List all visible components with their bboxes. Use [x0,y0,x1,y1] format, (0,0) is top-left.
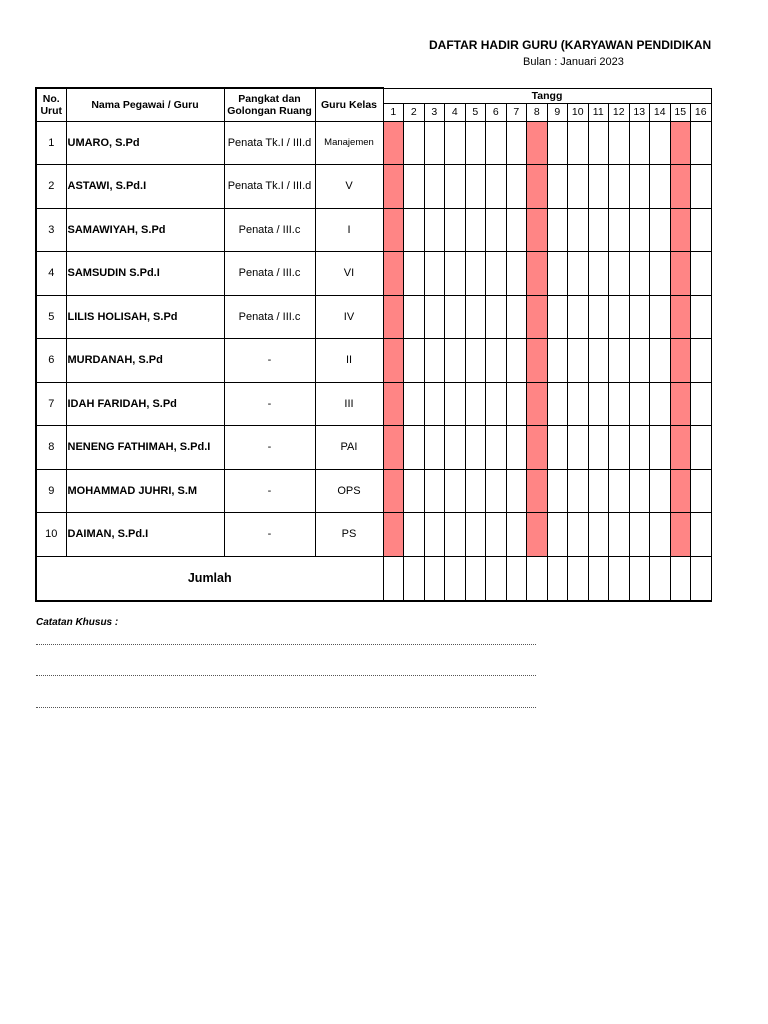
attendance-cell-day-9[interactable] [547,426,568,470]
attendance-cell-day-11[interactable] [588,252,609,296]
attendance-cell-day-6[interactable] [486,165,507,209]
attendance-cell-day-4[interactable] [445,208,466,252]
row-no: 9 [36,469,66,513]
table-row [36,252,711,296]
attendance-cell-day-13[interactable] [629,208,650,252]
attendance-cell-day-12[interactable] [609,382,630,426]
row-no: 10 [36,513,66,557]
row-name: MOHAMMAD JUHRI, S.M [66,469,224,513]
attendance-cell-day-12[interactable] [609,208,630,252]
row-rank: - [224,513,315,557]
attendance-cell-day-11[interactable] [588,469,609,513]
total-cell-day-2[interactable] [404,556,425,601]
attendance-cell-day-13[interactable] [629,121,650,165]
row-no: 3 [36,208,66,252]
attendance-cell-day-14[interactable] [650,513,671,557]
row-class: PS [315,513,383,557]
attendance-cell-day-2[interactable] [404,382,425,426]
attendance-cell-day-3[interactable] [424,382,445,426]
attendance-cell-day-1[interactable] [383,165,404,209]
attendance-cell-day-8[interactable] [527,165,548,209]
attendance-cell-day-12[interactable] [609,469,630,513]
page-title: DAFTAR HADIR GURU (KARYAWAN PENDIDIKAN [429,38,712,52]
attendance-cell-day-6[interactable] [486,252,507,296]
attendance-cell-day-7[interactable] [506,382,527,426]
row-name: IDAH FARIDAH, S.Pd [66,382,224,426]
total-cell-day-6[interactable] [486,556,507,601]
attendance-cell-day-5[interactable] [465,382,486,426]
attendance-cell-day-9[interactable] [547,469,568,513]
attendance-cell-day-6[interactable] [486,469,507,513]
attendance-cell-day-1[interactable] [383,295,404,339]
attendance-cell-day-8[interactable] [527,513,548,557]
attendance-cell-day-6[interactable] [486,513,507,557]
total-cell-day-9[interactable] [547,556,568,601]
attendance-cell-day-6[interactable] [486,208,507,252]
row-no: 5 [36,295,66,339]
attendance-cell-day-12[interactable] [609,295,630,339]
day-header-13: 13 [629,103,650,121]
row-name: DAIMAN, S.Pd.I [66,513,224,557]
attendance-cell-day-9[interactable] [547,295,568,339]
table-row [36,513,711,557]
attendance-cell-day-3[interactable] [424,426,445,470]
attendance-cell-day-8[interactable] [527,339,548,383]
row-rank: Penata / III.c [224,252,315,296]
row-class: VI [315,252,383,296]
attendance-cell-day-15[interactable] [670,165,691,209]
attendance-cell-day-5[interactable] [465,165,486,209]
attendance-cell-day-13[interactable] [629,339,650,383]
attendance-cell-day-11[interactable] [588,513,609,557]
attendance-cell-day-7[interactable] [506,252,527,296]
table-row [36,382,711,426]
attendance-cell-day-6[interactable] [486,339,507,383]
attendance-cell-day-1[interactable] [383,426,404,470]
col-header-nama: Nama Pegawai / Guru [66,88,224,121]
month-subtitle: Bulan : Januari 2023 [523,56,624,68]
attendance-cell-day-10[interactable] [568,165,589,209]
row-no: 8 [36,426,66,470]
row-name: ASTAWI, S.Pd.I [66,165,224,209]
attendance-cell-day-3[interactable] [424,295,445,339]
attendance-cell-day-13[interactable] [629,513,650,557]
attendance-cell-day-11[interactable] [588,165,609,209]
day-header-5: 5 [465,103,486,121]
day-header-15: 15 [670,103,691,121]
day-header-16: 16 [691,103,712,121]
attendance-cell-day-16[interactable] [691,382,712,426]
attendance-cell-day-4[interactable] [445,469,466,513]
attendance-cell-day-6[interactable] [486,295,507,339]
attendance-cell-day-16[interactable] [691,426,712,470]
attendance-cell-day-5[interactable] [465,208,486,252]
total-label: Jumlah [36,556,383,601]
table-row [36,426,711,470]
notes-line [36,643,536,645]
attendance-cell-day-14[interactable] [650,426,671,470]
attendance-cell-day-10[interactable] [568,513,589,557]
attendance-cell-day-14[interactable] [650,469,671,513]
attendance-table [35,87,712,602]
attendance-cell-day-4[interactable] [445,339,466,383]
attendance-cell-day-3[interactable] [424,339,445,383]
attendance-cell-day-15[interactable] [670,121,691,165]
total-cell-day-15[interactable] [670,556,691,601]
attendance-cell-day-2[interactable] [404,165,425,209]
attendance-cell-day-13[interactable] [629,165,650,209]
day-header-3: 3 [424,103,445,121]
attendance-cell-day-12[interactable] [609,252,630,296]
attendance-cell-day-10[interactable] [568,252,589,296]
total-row [36,556,711,601]
row-class: OPS [315,469,383,513]
day-header-9: 9 [547,103,568,121]
attendance-cell-day-16[interactable] [691,165,712,209]
attendance-cell-day-4[interactable] [445,165,466,209]
total-cell-day-12[interactable] [609,556,630,601]
attendance-cell-day-13[interactable] [629,426,650,470]
day-header-1: 1 [383,103,404,121]
col-header-kelas: Guru Kelas [315,88,383,121]
attendance-cell-day-12[interactable] [609,121,630,165]
row-class: I [315,208,383,252]
attendance-cell-day-2[interactable] [404,252,425,296]
row-rank: - [224,426,315,470]
col-header-tanggal: Tangg [383,88,711,103]
attendance-cell-day-10[interactable] [568,208,589,252]
attendance-cell-day-3[interactable] [424,469,445,513]
total-cell-day-14[interactable] [650,556,671,601]
attendance-cell-day-11[interactable] [588,382,609,426]
attendance-cell-day-3[interactable] [424,208,445,252]
attendance-cell-day-1[interactable] [383,513,404,557]
attendance-cell-day-7[interactable] [506,208,527,252]
attendance-cell-day-8[interactable] [527,295,548,339]
attendance-cell-day-4[interactable] [445,252,466,296]
attendance-cell-day-13[interactable] [629,382,650,426]
row-class: II [315,339,383,383]
day-header-6: 6 [486,103,507,121]
attendance-cell-day-9[interactable] [547,513,568,557]
attendance-cell-day-8[interactable] [527,121,548,165]
day-header-10: 10 [568,103,589,121]
attendance-cell-day-14[interactable] [650,339,671,383]
attendance-cell-day-9[interactable] [547,121,568,165]
attendance-cell-day-5[interactable] [465,295,486,339]
row-name: NENENG FATHIMAH, S.Pd.I [66,426,224,470]
attendance-cell-day-12[interactable] [609,165,630,209]
attendance-cell-day-9[interactable] [547,208,568,252]
attendance-cell-day-5[interactable] [465,513,486,557]
total-cell-day-5[interactable] [465,556,486,601]
attendance-cell-day-11[interactable] [588,121,609,165]
row-name: SAMSUDIN S.Pd.I [66,252,224,296]
row-no: 4 [36,252,66,296]
table-row [36,208,711,252]
day-header-2: 2 [404,103,425,121]
attendance-cell-day-11[interactable] [588,208,609,252]
row-class: III [315,382,383,426]
attendance-cell-day-10[interactable] [568,339,589,383]
total-cell-day-7[interactable] [506,556,527,601]
notes-line [36,674,536,676]
attendance-cell-day-4[interactable] [445,513,466,557]
row-rank: - [224,469,315,513]
attendance-cell-day-15[interactable] [670,295,691,339]
attendance-cell-day-3[interactable] [424,165,445,209]
row-class: Manajemen [315,121,383,165]
attendance-cell-day-8[interactable] [527,426,548,470]
attendance-cell-day-3[interactable] [424,252,445,296]
attendance-cell-day-6[interactable] [486,382,507,426]
total-cell-day-8[interactable] [527,556,548,601]
total-cell-day-16[interactable] [691,556,712,601]
row-name: UMARO, S.Pd [66,121,224,165]
notes-line [36,706,536,708]
attendance-cell-day-6[interactable] [486,426,507,470]
attendance-cell-day-16[interactable] [691,339,712,383]
attendance-cell-day-10[interactable] [568,295,589,339]
row-class: IV [315,295,383,339]
attendance-cell-day-10[interactable] [568,426,589,470]
attendance-cell-day-13[interactable] [629,469,650,513]
attendance-cell-day-12[interactable] [609,339,630,383]
attendance-cell-day-2[interactable] [404,469,425,513]
day-header-12: 12 [609,103,630,121]
attendance-cell-day-1[interactable] [383,252,404,296]
row-name: SAMAWIYAH, S.Pd [66,208,224,252]
table-row [36,295,711,339]
attendance-cell-day-11[interactable] [588,295,609,339]
row-no: 7 [36,382,66,426]
attendance-cell-day-5[interactable] [465,426,486,470]
attendance-cell-day-16[interactable] [691,513,712,557]
attendance-cell-day-16[interactable] [691,121,712,165]
attendance-cell-day-9[interactable] [547,252,568,296]
attendance-cell-day-2[interactable] [404,295,425,339]
row-name: LILIS HOLISAH, S.Pd [66,295,224,339]
attendance-cell-day-7[interactable] [506,426,527,470]
attendance-cell-day-16[interactable] [691,295,712,339]
attendance-cell-day-2[interactable] [404,426,425,470]
notes-section [36,617,536,628]
row-no: 6 [36,339,66,383]
row-class: V [315,165,383,209]
attendance-cell-day-7[interactable] [506,339,527,383]
attendance-cell-day-1[interactable] [383,121,404,165]
total-cell-day-11[interactable] [588,556,609,601]
attendance-cell-day-16[interactable] [691,252,712,296]
day-header-8: 8 [527,103,548,121]
row-no: 1 [36,121,66,165]
row-rank: - [224,339,315,383]
attendance-cell-day-9[interactable] [547,339,568,383]
attendance-cell-day-3[interactable] [424,121,445,165]
attendance-cell-day-8[interactable] [527,208,548,252]
attendance-cell-day-7[interactable] [506,469,527,513]
attendance-cell-day-7[interactable] [506,121,527,165]
table-row [36,339,711,383]
col-header-no: No. Urut [36,88,66,121]
attendance-cell-day-10[interactable] [568,382,589,426]
row-rank: Penata / III.c [224,295,315,339]
total-cell-day-3[interactable] [424,556,445,601]
attendance-cell-day-5[interactable] [465,252,486,296]
row-name: MURDANAH, S.Pd [66,339,224,383]
attendance-cell-day-1[interactable] [383,382,404,426]
total-cell-day-13[interactable] [629,556,650,601]
attendance-cell-day-2[interactable] [404,339,425,383]
attendance-cell-day-8[interactable] [527,252,548,296]
row-rank: Penata Tk.I / III.d [224,165,315,209]
attendance-cell-day-4[interactable] [445,121,466,165]
attendance-cell-day-10[interactable] [568,469,589,513]
attendance-cell-day-13[interactable] [629,252,650,296]
attendance-cell-day-14[interactable] [650,121,671,165]
attendance-cell-day-11[interactable] [588,339,609,383]
attendance-cell-day-4[interactable] [445,426,466,470]
attendance-cell-day-7[interactable] [506,513,527,557]
table-row [36,165,711,209]
row-no: 2 [36,165,66,209]
attendance-cell-day-16[interactable] [691,208,712,252]
attendance-body [36,121,711,601]
attendance-cell-day-15[interactable] [670,208,691,252]
attendance-cell-day-14[interactable] [650,295,671,339]
total-cell-day-1[interactable] [383,556,404,601]
attendance-cell-day-3[interactable] [424,513,445,557]
attendance-cell-day-2[interactable] [404,121,425,165]
table-row [36,469,711,513]
attendance-cell-day-16[interactable] [691,469,712,513]
attendance-cell-day-15[interactable] [670,339,691,383]
day-header-7: 7 [506,103,527,121]
attendance-cell-day-14[interactable] [650,382,671,426]
attendance-cell-day-10[interactable] [568,121,589,165]
attendance-cell-day-1[interactable] [383,339,404,383]
day-header-4: 4 [445,103,466,121]
day-header-14: 14 [650,103,671,121]
attendance-cell-day-6[interactable] [486,121,507,165]
row-class: PAI [315,426,383,470]
total-cell-day-10[interactable] [568,556,589,601]
attendance-cell-day-15[interactable] [670,382,691,426]
attendance-cell-day-13[interactable] [629,295,650,339]
attendance-cell-day-7[interactable] [506,295,527,339]
attendance-cell-day-2[interactable] [404,513,425,557]
attendance-cell-day-7[interactable] [506,165,527,209]
attendance-cell-day-4[interactable] [445,382,466,426]
attendance-cell-day-1[interactable] [383,469,404,513]
attendance-cell-day-5[interactable] [465,339,486,383]
attendance-cell-day-5[interactable] [465,121,486,165]
attendance-cell-day-9[interactable] [547,165,568,209]
table-row [36,121,711,165]
attendance-cell-day-11[interactable] [588,426,609,470]
row-rank: - [224,382,315,426]
total-cell-day-4[interactable] [445,556,466,601]
attendance-cell-day-1[interactable] [383,208,404,252]
attendance-cell-day-5[interactable] [465,469,486,513]
attendance-cell-day-15[interactable] [670,252,691,296]
attendance-cell-day-14[interactable] [650,208,671,252]
attendance-cell-day-2[interactable] [404,208,425,252]
attendance-cell-day-15[interactable] [670,513,691,557]
row-rank: Penata Tk.I / III.d [224,121,315,165]
notes-label: Catatan Khusus : [36,617,119,628]
attendance-cell-day-9[interactable] [547,382,568,426]
attendance-cell-day-14[interactable] [650,165,671,209]
attendance-cell-day-14[interactable] [650,252,671,296]
attendance-cell-day-8[interactable] [527,469,548,513]
attendance-cell-day-8[interactable] [527,382,548,426]
attendance-cell-day-15[interactable] [670,469,691,513]
col-header-pangkat: Pangkat dan Golongan Ruang [224,88,315,121]
row-rank: Penata / III.c [224,208,315,252]
attendance-cell-day-12[interactable] [609,513,630,557]
attendance-cell-day-12[interactable] [609,426,630,470]
attendance-cell-day-4[interactable] [445,295,466,339]
attendance-cell-day-15[interactable] [670,426,691,470]
day-header-11: 11 [588,103,609,121]
